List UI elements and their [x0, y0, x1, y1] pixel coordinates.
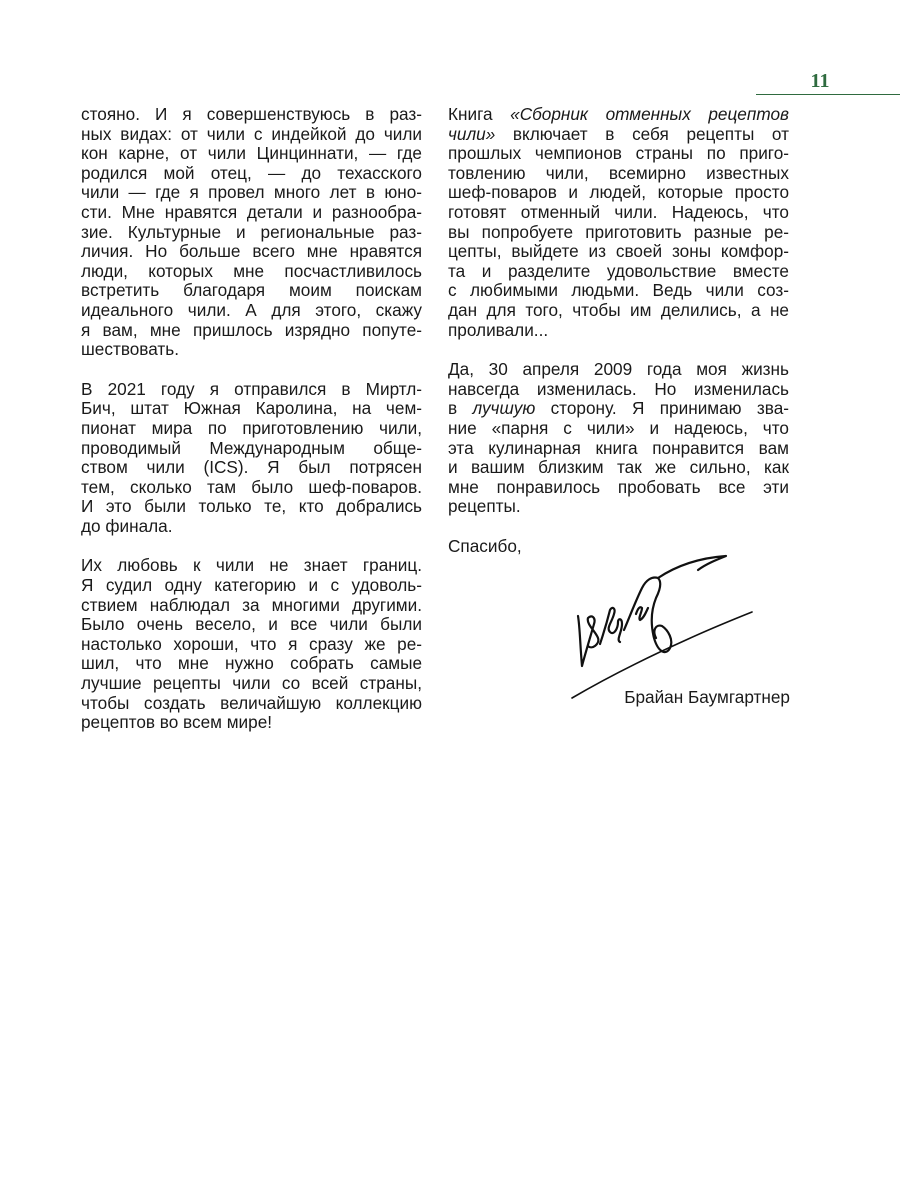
signature-drawing [566, 548, 756, 688]
text-line: я вам, мне пришлось изрядно попуте- [81, 319, 422, 340]
text-line: ние «парня с чили» и надеюсь, что [448, 417, 789, 438]
text-line: дан для того, чтобы им делились, а не [448, 299, 789, 320]
text-line: готовят отменный чили. Надеюсь, что [448, 201, 789, 222]
text-line: сти. Мне нравятся детали и разнообра- [81, 201, 422, 222]
text-line [448, 125, 789, 145]
text-line: с любимыми людьми. Ведь чили соз- [448, 280, 789, 301]
text-run: Книга [448, 104, 511, 124]
text-line: Было очень весело, и все чили были [81, 614, 422, 635]
text-line: ствием наблюдал за многими другими. [81, 594, 422, 615]
text-line: вы попробуете приготовить разные ре- [448, 221, 789, 242]
author-name: Брайан Баумгартнер [624, 687, 790, 707]
text-run: в [448, 398, 473, 419]
text-line: Бич, штат Южная Каролина, на чем- [81, 398, 422, 419]
text-line: шил, что мне нужно собрать самые [81, 653, 422, 674]
text-line: до финала. [81, 515, 173, 536]
text-line: ством чили (ICS). Я был потрясен [81, 457, 422, 478]
text-line: та и разделите удовольствие вместе [448, 260, 789, 281]
text-line: ных видах: от чили с индейкой до чили [81, 123, 422, 144]
text-line [448, 105, 789, 125]
text-line: Их любовь к чили не знает границ. [81, 555, 422, 576]
text-line: В 2021 году я отправился в Миртл- [81, 378, 422, 399]
text-line: личия. Но больше всего мне нравятся [81, 241, 422, 262]
text-line: родился мой отец, — до техасского [81, 162, 422, 183]
text-line: люди, которых мне посчастливилось [81, 260, 422, 281]
text-line: чтобы создать величайшую коллекцию [81, 692, 422, 713]
text-line: тем, сколько там было шеф-поваров. [81, 476, 422, 497]
text-line: чили — где я провел много лет в юно- [81, 182, 422, 203]
text-line: рецепты. [448, 496, 521, 517]
text-line: кон карне, от чили Цинциннати, — где [81, 143, 422, 164]
text-line: идеального чили. А для этого, скажу [81, 299, 422, 320]
text-line: встретить благодаря моим поискам [81, 280, 422, 301]
text-line: проводимый Международным обще- [81, 437, 422, 458]
emphasis-italic: лучшую [472, 398, 536, 419]
paragraph-3 [81, 556, 422, 732]
text-line: навсегда изменилась. Но изменилась [448, 378, 789, 399]
paragraph-5 [448, 360, 789, 517]
text-line: лучшие рецепты чили со всей страны, [81, 673, 422, 694]
text-line: и вашим близким так же сильно, как [448, 457, 789, 478]
text-run: включает в себя рецепты от [495, 123, 789, 144]
paragraph-4 [448, 105, 789, 340]
right-column [448, 105, 789, 576]
text-line: И это были только те, кто добрались [81, 496, 422, 517]
text-line: стояно. И я совершенствуюсь в раз- [81, 104, 422, 124]
text-line: эта кулинарная книга понравится вам [448, 437, 789, 458]
book-title-italic: чили» [448, 123, 496, 144]
text-run: сторону. Я принимаю зва- [535, 398, 790, 419]
text-line: настолько хороши, что я сразу же ре- [81, 633, 422, 654]
page-number: 11 [810, 70, 830, 92]
paragraph-2 [81, 380, 422, 537]
text-line: рецептов во всем мире! [81, 712, 273, 733]
handwritten-signature [566, 548, 756, 688]
text-line: мне понравилось пробовать все эти [448, 476, 789, 497]
signoff: Спасибо, [448, 535, 522, 556]
text-line: зие. Культурные и региональные раз- [81, 221, 422, 242]
text-line: шеф-поваров и людей, которые просто [448, 182, 789, 203]
paragraph-1 [81, 105, 422, 360]
text-line [448, 399, 789, 419]
text-line: прошлых чемпионов страны по приго- [448, 143, 789, 164]
text-line: Я судил одну категорию и с удоволь- [81, 575, 422, 596]
left-column [81, 105, 422, 753]
text-line: цепты, выйдете из своей зоны комфор- [448, 241, 789, 262]
text-line: шествовать. [81, 339, 180, 360]
text-line: Да, 30 апреля 2009 года моя жизнь [448, 359, 789, 380]
text-line: проливали... [448, 319, 549, 340]
text-line: пионат мира по приготовлению чили, [81, 417, 422, 438]
header-rule [756, 94, 900, 95]
book-title-italic: «Сборник отменных рецептов [510, 104, 789, 124]
text-line: товлению чили, всемирно известных [448, 162, 789, 183]
